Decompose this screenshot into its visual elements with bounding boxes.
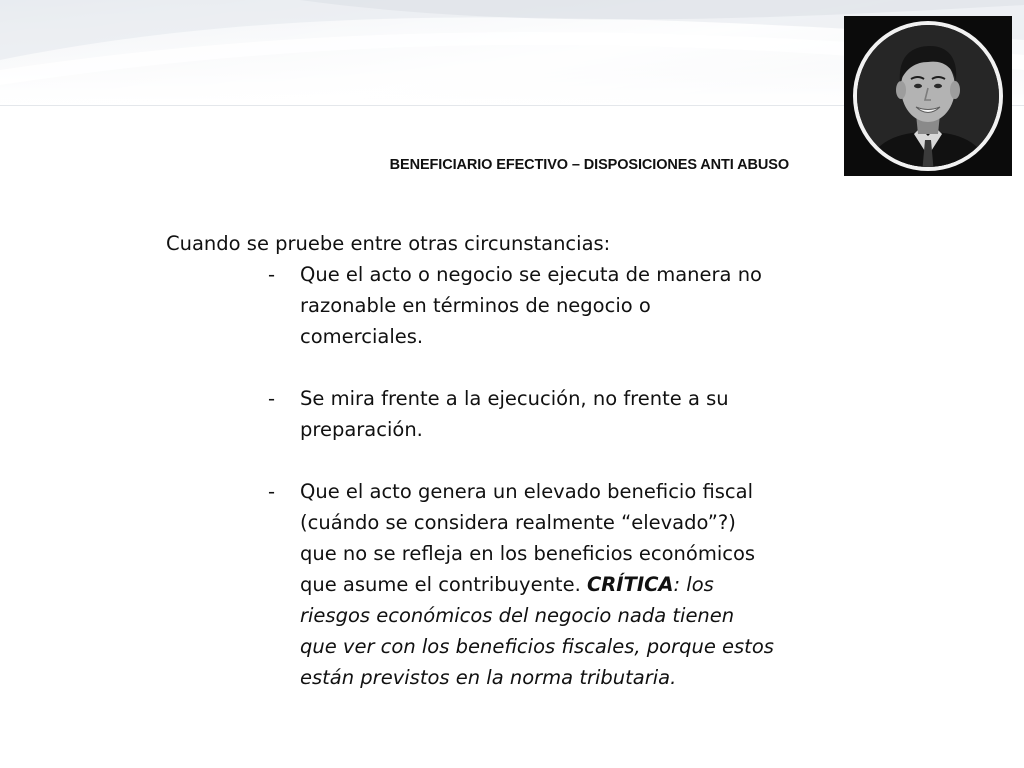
bullet-2-line-2: preparación. [300,418,423,441]
bullet-3-line-4 [300,569,800,600]
bullet-list [166,259,806,693]
bullet-3-line-4-plain: que asume el contribuyente. [300,573,587,596]
critica-label: CRÍTICA [586,573,674,596]
bullet-1-line-3: comerciales. [300,325,424,348]
presenter-portrait [844,16,1012,176]
bullet-marker: - [268,387,276,410]
bullet-3-line-2: (cuándo se considera realmente “elevado”?) [300,511,736,534]
intro-text: Cuando se pruebe entre otras circunstancias: [166,232,611,255]
bullet-marker: - [268,263,276,286]
bullet-3-line-4-italic: : los [673,573,714,596]
bullet-3-line-1: Que el acto genera un elevado beneficio fiscal [300,480,753,503]
bullet-3-line-7: están previstos en la norma tributaria. [300,666,677,689]
bullet-marker: - [268,480,276,503]
bullet-3-line-5: riesgos económicos del negocio nada tienen [300,604,735,627]
bullet-item-1 [166,259,800,352]
bullet-1-line-2: razonable en términos de negocio o [300,294,651,317]
bullet-item-2 [166,383,800,445]
bullet-1-line-1: Que el acto o negocio se ejecuta de manera no [300,263,762,286]
bullet-3-line-6: que ver con los beneficios fiscales, porque estos [300,635,774,658]
slide-body [166,228,806,693]
bullet-3-line-3: que no se refleja en los beneficios económicos [300,542,756,565]
bullet-2-line-1: Se mira frente a la ejecución, no frente a su [300,387,729,410]
slide-title: BENEFICIARIO EFECTIVO – DISPOSICIONES ANTI ABUSO [389,157,789,173]
presenter-portrait-icon [844,16,1012,176]
bullet-item-3 [166,476,800,693]
